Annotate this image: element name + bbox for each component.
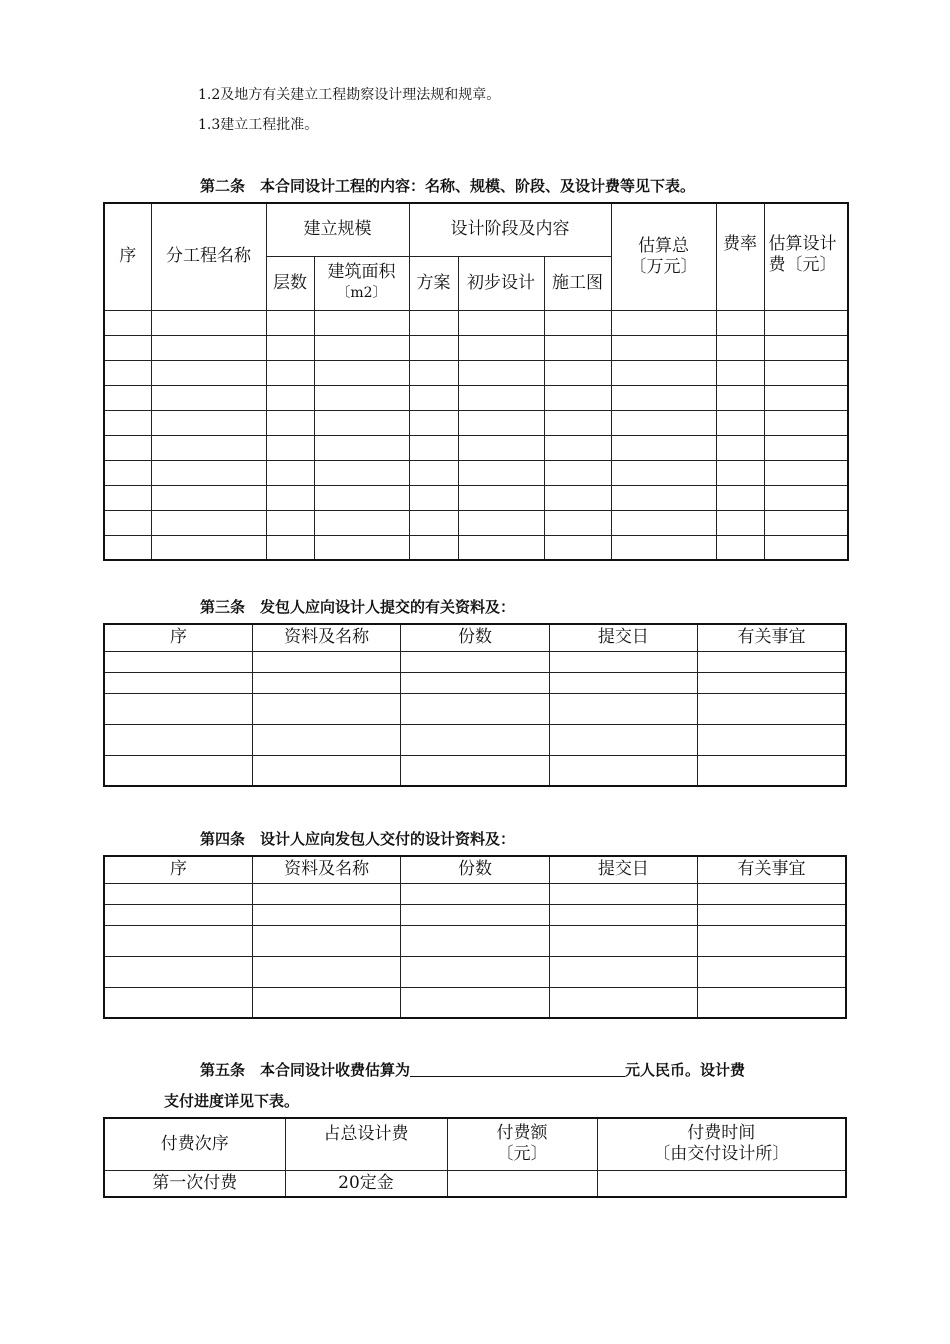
table-cell[interactable] [252,755,400,786]
table-cell[interactable] [401,883,549,904]
table-cell[interactable] [611,535,716,560]
header-copies: 份数 [401,624,549,651]
table-cell[interactable] [104,510,151,535]
article-5-heading [200,1059,745,1080]
table-cell[interactable] [104,755,252,786]
table-cell[interactable] [252,956,400,987]
table-cell[interactable] [544,535,611,560]
header-submit-date: 提交日 [549,856,697,883]
header-estimate-total-line2: 〔万元〕 [629,256,698,277]
header-estimated-fee [764,203,848,310]
table-cell[interactable] [104,904,252,925]
table-cell[interactable] [698,651,846,672]
table-row [104,485,848,510]
table-cell[interactable] [611,435,716,460]
table-cell[interactable] [401,651,549,672]
table-cell[interactable] [401,724,549,755]
table-cell[interactable] [314,360,409,385]
header-remarks: 有关事宜 [698,856,846,883]
table-cell[interactable] [764,535,848,560]
table-cell[interactable] [409,435,458,460]
table-cell[interactable] [401,755,549,786]
header-payment-amount-line1: 付费额 [496,1123,548,1144]
table-cell[interactable] [266,410,314,435]
table-cell[interactable] [716,360,764,385]
table-cell[interactable] [266,485,314,510]
table-cell[interactable] [314,410,409,435]
table-cell[interactable] [458,410,544,435]
table-cell[interactable] [151,335,266,360]
table-cell[interactable] [544,460,611,485]
header-seq: 序 [104,856,252,883]
article-5-heading-end: 元人民币。设计费 [625,1061,746,1079]
article-4-heading: 第四条 设计人应向发包人交付的设计资料及： [200,830,516,848]
header-payment-time [597,1118,846,1170]
table-row [104,904,846,925]
table-cell[interactable] [252,904,400,925]
table-cell[interactable] [458,385,544,410]
table-cell[interactable] [266,335,314,360]
table-cell[interactable] [409,335,458,360]
table-cell[interactable] [611,385,716,410]
table-cell[interactable] [544,410,611,435]
table-cell[interactable] [104,410,151,435]
header-seq: 序 [104,624,252,651]
header-estimated-fee-line2: 费〔元〕 [768,255,837,275]
table-cell[interactable] [104,956,252,987]
table-row [104,435,848,460]
table-row [104,360,848,385]
fee-share-cell: 20定金 [285,1170,447,1197]
table-cell[interactable] [549,672,697,693]
table-cell[interactable] [151,385,266,410]
table-cell[interactable] [458,435,544,460]
table-cell[interactable] [764,485,848,510]
table-cell[interactable] [104,360,151,385]
table-cell[interactable] [409,510,458,535]
table-cell[interactable] [458,310,544,335]
header-rate: 费率 [716,203,764,310]
table-cell[interactable] [549,651,697,672]
table-cell[interactable] [104,724,252,755]
table-row [104,672,846,693]
table-cell[interactable] [401,693,549,724]
header-project-name: 分工程名称 [151,203,266,310]
table-cell[interactable] [458,535,544,560]
designer-deliverables-rows [104,883,846,1018]
table-cell[interactable] [549,693,697,724]
table-cell[interactable] [544,385,611,410]
article-5-heading-start: 第五条 本合同设计收费估算为 [200,1061,411,1079]
table-cell[interactable] [716,435,764,460]
header-seq: 序 [104,203,151,310]
header-floor-area [314,256,409,310]
table-cell[interactable] [544,510,611,535]
table-cell[interactable] [716,335,764,360]
header-copies: 份数 [401,856,549,883]
table-cell[interactable] [458,360,544,385]
table-cell[interactable] [549,883,697,904]
fee-estimate-blank[interactable] [410,1062,625,1077]
clause-1-3: 1.3建立工程批准。 [198,117,319,133]
table-cell[interactable] [549,755,697,786]
header-material-name: 资料及名称 [252,624,400,651]
table-cell[interactable] [409,310,458,335]
table-cell[interactable] [458,335,544,360]
table-cell[interactable] [266,360,314,385]
table-row [104,693,846,724]
table-row [104,510,848,535]
table-cell[interactable] [764,435,848,460]
header-scale: 建立规模 [266,203,409,256]
table-cell[interactable] [314,510,409,535]
table-cell[interactable] [151,460,266,485]
header-payment-amount [447,1118,597,1170]
table-cell[interactable] [698,987,846,1018]
payment-schedule-table [103,1117,847,1198]
table-cell[interactable] [252,724,400,755]
table-cell[interactable] [314,310,409,335]
table-cell[interactable] [409,535,458,560]
table-row [104,310,848,335]
table-cell[interactable] [401,672,549,693]
table-cell[interactable] [151,510,266,535]
table-cell[interactable] [698,925,846,956]
table-cell[interactable] [104,435,151,460]
table-cell[interactable] [458,510,544,535]
table-cell[interactable] [544,310,611,335]
header-remarks: 有关事宜 [698,624,846,651]
table-cell[interactable] [409,460,458,485]
table-cell[interactable] [611,460,716,485]
design-project-rows [104,310,848,560]
table-cell[interactable] [151,360,266,385]
clause-1-2: 1.2及地方有关建立工程勘察设计理法规和规章。 [198,87,501,103]
header-fee-share: 占总设计费 [285,1118,447,1170]
table-cell[interactable] [151,535,266,560]
table-cell[interactable] [151,435,266,460]
table-cell[interactable] [104,460,151,485]
table-cell[interactable] [544,485,611,510]
table-cell[interactable] [104,651,252,672]
table-cell[interactable] [698,904,846,925]
table-cell[interactable] [401,987,549,1018]
client-materials-rows [104,651,846,786]
header-estimate-total [611,203,716,310]
table-cell[interactable] [611,310,716,335]
table-cell[interactable] [314,485,409,510]
table-cell[interactable] [716,460,764,485]
table-cell[interactable] [698,724,846,755]
table-cell[interactable] [104,672,252,693]
table-cell[interactable] [266,535,314,560]
table-cell[interactable] [764,385,848,410]
table-cell[interactable] [698,693,846,724]
table-cell[interactable] [764,310,848,335]
header-payment-order: 付费次序 [104,1118,285,1170]
table-row [104,460,848,485]
header-floor-area-line2: 〔m2〕 [336,285,387,301]
table-cell[interactable] [252,651,400,672]
table-cell[interactable] [611,410,716,435]
table-cell[interactable] [252,693,400,724]
table-cell[interactable] [611,360,716,385]
table-row [104,410,848,435]
table-cell[interactable] [549,956,697,987]
header-payment-time-line2: 〔由交付设计所〕 [653,1144,790,1165]
header-payment-time-line1: 付费时间 [687,1123,756,1144]
table-cell[interactable] [252,883,400,904]
header-payment-amount-line2: 〔元〕 [496,1144,548,1165]
table-cell[interactable] [544,435,611,460]
table-cell[interactable] [104,925,252,956]
table-cell[interactable] [458,460,544,485]
client-materials-table [103,623,847,787]
table-row [104,755,846,786]
table-cell[interactable] [252,987,400,1018]
header-floors: 层数 [266,256,314,310]
payment-amount-cell[interactable] [447,1170,597,1197]
table-cell[interactable] [549,987,697,1018]
table-cell[interactable] [409,385,458,410]
table-cell[interactable] [716,310,764,335]
header-floor-area-line1: 建筑面积 [327,262,396,282]
table-row [104,335,848,360]
table-cell[interactable] [764,335,848,360]
table-cell[interactable] [611,335,716,360]
table-cell[interactable] [716,410,764,435]
header-submit-date: 提交日 [549,624,697,651]
designer-deliverables-table [103,855,847,1019]
table-cell[interactable] [549,724,697,755]
header-construction-drawing: 施工图 [544,256,611,310]
table-cell[interactable] [544,335,611,360]
table-cell[interactable] [151,485,266,510]
table-cell[interactable] [698,883,846,904]
table-cell[interactable] [104,883,252,904]
table-cell[interactable] [698,755,846,786]
table-cell[interactable] [252,925,400,956]
table-cell[interactable] [266,310,314,335]
table-cell[interactable] [104,310,151,335]
table-cell[interactable] [314,535,409,560]
table-row [104,925,846,956]
table-cell[interactable] [716,385,764,410]
table-cell[interactable] [611,485,716,510]
table-row [104,956,846,987]
table-cell[interactable] [266,385,314,410]
table-row [104,987,846,1018]
table-cell[interactable] [104,693,252,724]
table-cell[interactable] [764,410,848,435]
table-cell[interactable] [716,485,764,510]
table-cell[interactable] [698,956,846,987]
table-cell[interactable] [409,485,458,510]
table-cell[interactable] [314,460,409,485]
table-cell[interactable] [401,904,549,925]
table-cell[interactable] [401,925,549,956]
header-material-name: 资料及名称 [252,856,400,883]
header-design-stage: 设计阶段及内容 [409,203,611,256]
table-cell[interactable] [104,385,151,410]
header-scheme: 方案 [409,256,458,310]
table-cell[interactable] [458,485,544,510]
table-cell[interactable] [401,956,549,987]
table-cell[interactable] [314,385,409,410]
article-3-heading: 第三条 发包人应向设计人提交的有关资料及： [200,598,516,616]
table-cell[interactable] [151,310,266,335]
article-5-heading-continued: 支付进度详见下表。 [164,1092,300,1110]
table-cell[interactable] [314,335,409,360]
table-cell[interactable] [266,435,314,460]
table-cell[interactable] [764,360,848,385]
table-row [104,535,848,560]
table-cell[interactable] [716,510,764,535]
table-cell[interactable] [716,535,764,560]
table-cell[interactable] [104,485,151,510]
table-cell[interactable] [764,460,848,485]
table-row [104,724,846,755]
payment-order-cell: 第一次付费 [104,1170,285,1197]
table-cell[interactable] [544,360,611,385]
header-estimate-total-line1: 估算总 [638,235,689,256]
payment-time-cell[interactable] [597,1170,846,1197]
table-cell[interactable] [314,435,409,460]
header-estimated-fee-line1: 估算设计 [768,234,837,254]
table-cell[interactable] [409,410,458,435]
table-cell[interactable] [549,925,697,956]
table-cell[interactable] [698,672,846,693]
table-cell[interactable] [409,360,458,385]
table-cell[interactable] [104,987,252,1018]
table-cell[interactable] [549,904,697,925]
table-cell[interactable] [252,672,400,693]
table-cell[interactable] [266,460,314,485]
table-cell[interactable] [611,510,716,535]
table-cell[interactable] [104,535,151,560]
table-cell[interactable] [266,510,314,535]
header-preliminary: 初步设计 [458,256,544,310]
table-cell[interactable] [104,335,151,360]
design-project-table [103,202,849,561]
table-cell[interactable] [151,410,266,435]
table-cell[interactable] [764,510,848,535]
table-row [104,883,846,904]
table-row [104,385,848,410]
article-2-heading: 第二条 本合同设计工程的内容：名称、规模、阶段、及设计费等见下表。 [200,177,696,195]
table-row [104,651,846,672]
